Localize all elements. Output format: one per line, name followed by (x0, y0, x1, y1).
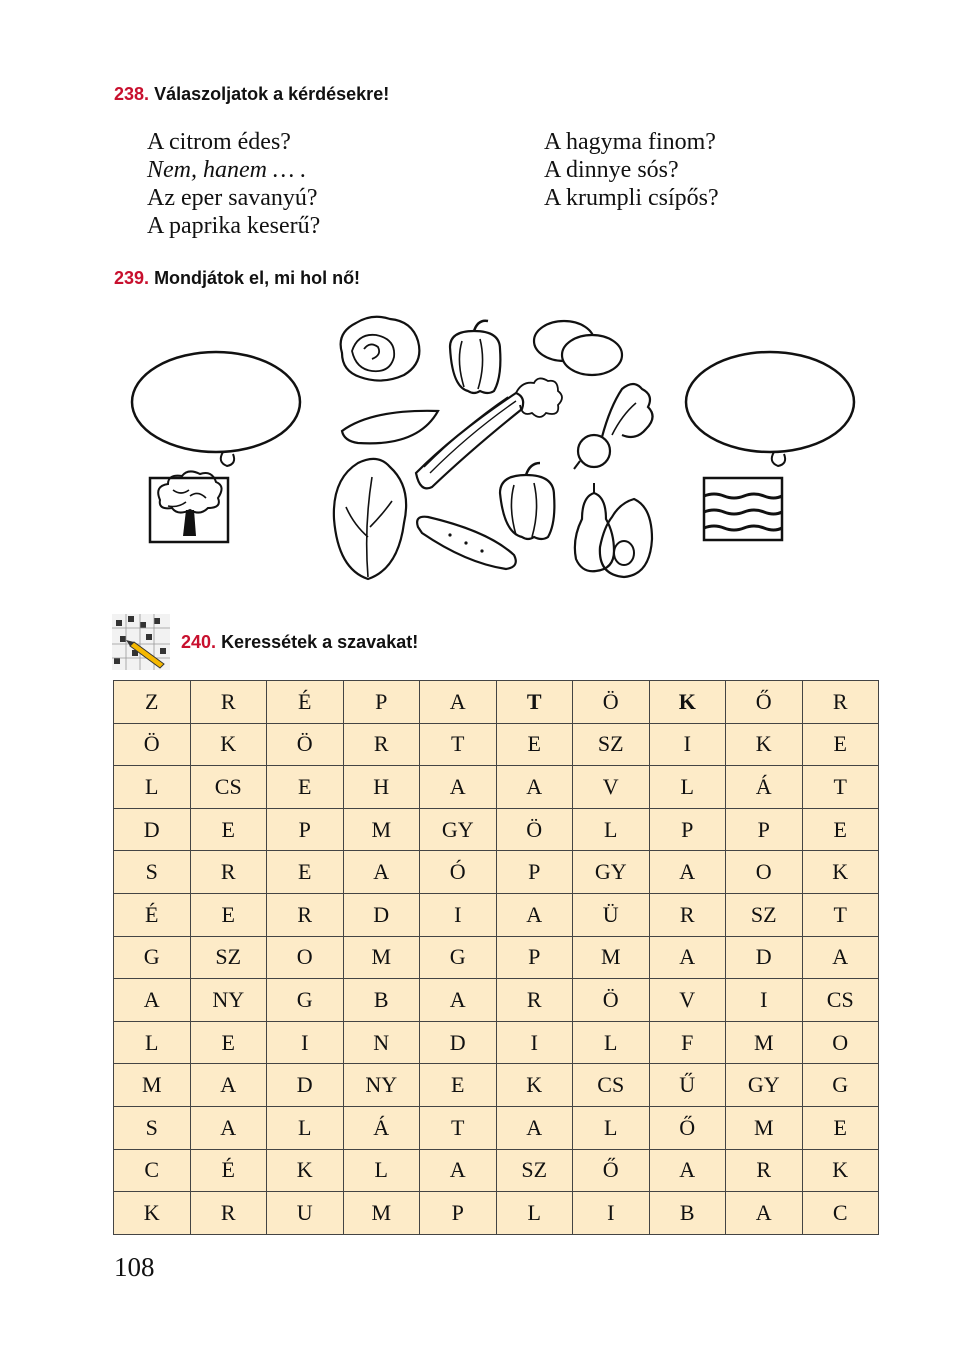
grid-cell[interactable]: P (649, 808, 726, 851)
grid-cell[interactable]: O (802, 1021, 879, 1064)
grid-cell[interactable]: R (190, 681, 267, 724)
grid-cell[interactable]: M (114, 1064, 191, 1107)
grid-row (114, 1106, 879, 1149)
grid-cell[interactable]: G (802, 1064, 879, 1107)
exercise-instruction: Válaszoljatok a kérdésekre! (154, 84, 390, 104)
grid-cell[interactable]: S (114, 1106, 191, 1149)
grid-cell[interactable]: R (190, 1192, 267, 1235)
grid-cell[interactable]: E (190, 893, 267, 936)
pepper-icon (492, 457, 564, 541)
grid-cell[interactable]: B (649, 1192, 726, 1235)
page-number: 108 (114, 1252, 155, 1282)
grid-cell[interactable]: A (496, 893, 573, 936)
grid-cell[interactable]: A (420, 979, 497, 1022)
question: Az eper savanyú? (147, 185, 318, 211)
grid-cell[interactable]: V (573, 766, 650, 809)
grid-cell[interactable]: R (496, 979, 573, 1022)
question: A citrom édes? (147, 129, 291, 155)
grid-cell[interactable]: O (267, 936, 344, 979)
questions-right-column (544, 128, 719, 212)
grid-cell[interactable]: D (420, 1021, 497, 1064)
grid-cell[interactable]: E (420, 1064, 497, 1107)
grid-cell[interactable]: P (726, 808, 803, 851)
grid-cell[interactable]: I (573, 1192, 650, 1235)
grid-cell[interactable]: E (802, 723, 879, 766)
grid-cell[interactable]: R (343, 723, 420, 766)
questions-left-column (147, 128, 320, 240)
grid-cell[interactable]: K (190, 723, 267, 766)
grid-cell[interactable]: A (649, 851, 726, 894)
grid-cell[interactable]: GY (420, 808, 497, 851)
grid-cell[interactable]: G (267, 979, 344, 1022)
potatoes-icon (530, 315, 626, 381)
grid-cell[interactable]: R (190, 851, 267, 894)
grid-cell[interactable]: K (267, 1149, 344, 1192)
grid-cell[interactable]: L (343, 1149, 420, 1192)
grid-cell[interactable]: A (190, 1106, 267, 1149)
exercise-instruction: Keressétek a szavakat! (221, 632, 419, 652)
grid-cell[interactable]: M (573, 936, 650, 979)
grid-cell[interactable]: T (802, 766, 879, 809)
grid-cell[interactable]: T (420, 723, 497, 766)
grid-cell[interactable]: H (343, 766, 420, 809)
grid-row (114, 808, 879, 851)
grid-cell[interactable]: L (649, 766, 726, 809)
grid-cell[interactable]: K (114, 1192, 191, 1235)
grid-cell[interactable]: N (343, 1021, 420, 1064)
radish-icon (572, 377, 662, 473)
question: A krumpli csípős? (544, 185, 719, 211)
grid-cell[interactable]: I (726, 979, 803, 1022)
grid-row (114, 1192, 879, 1235)
grid-cell[interactable]: S (114, 851, 191, 894)
grid-cell[interactable]: GY (573, 851, 650, 894)
grid-cell[interactable]: L (114, 1021, 191, 1064)
exercise-number: 240. (181, 632, 217, 652)
grid-cell[interactable]: E (267, 851, 344, 894)
grid-cell[interactable]: Á (343, 1106, 420, 1149)
grid-cell[interactable]: Ö (114, 723, 191, 766)
exercise-239-heading (114, 268, 360, 289)
question: A dinnye sós? (544, 157, 679, 183)
grid-cell[interactable]: G (420, 936, 497, 979)
exercise-instruction: Mondjátok el, mi hol nő! (154, 268, 361, 288)
grid-cell[interactable]: K (802, 1149, 879, 1192)
grid-row (114, 681, 879, 724)
grid-cell[interactable]: C (114, 1149, 191, 1192)
grid-cell[interactable]: B (343, 979, 420, 1022)
grid-cell[interactable]: Ű (649, 1064, 726, 1107)
grid-cell[interactable]: SZ (496, 1149, 573, 1192)
question: A paprika keserű? (147, 213, 321, 239)
word-search-grid (113, 680, 879, 1235)
grid-cell[interactable]: M (726, 1106, 803, 1149)
grid-cell[interactable]: L (496, 1192, 573, 1235)
grid-cell[interactable]: CS (802, 979, 879, 1022)
grid-row (114, 1021, 879, 1064)
grid-cell[interactable]: A (343, 851, 420, 894)
grid-cell[interactable]: Ö (573, 979, 650, 1022)
question: A hagyma finom? (544, 129, 716, 155)
grid-cell[interactable]: R (726, 1149, 803, 1192)
grid-cell[interactable]: I (267, 1021, 344, 1064)
grid-cell[interactable]: R (267, 893, 344, 936)
grid-cell[interactable]: É (114, 893, 191, 936)
grid-cell[interactable]: I (496, 1021, 573, 1064)
grid-cell[interactable]: A (190, 1064, 267, 1107)
grid-cell[interactable]: K (726, 723, 803, 766)
grid-cell[interactable]: R (649, 893, 726, 936)
grid-cell[interactable]: P (343, 681, 420, 724)
grid-cell[interactable]: L (573, 1021, 650, 1064)
grid-cell[interactable]: A (649, 1149, 726, 1192)
grid-cell[interactable]: Ö (573, 681, 650, 724)
answer-hint: Nem, hanem … . (147, 157, 307, 183)
grid-cell[interactable]: I (420, 893, 497, 936)
grid-cell[interactable]: I (649, 723, 726, 766)
grid-cell[interactable]: L (267, 1106, 344, 1149)
grid-cell[interactable]: M (343, 1192, 420, 1235)
grid-row (114, 1064, 879, 1107)
grid-cell[interactable]: T (802, 893, 879, 936)
grid-row (114, 893, 879, 936)
exercise-number: 239. (114, 268, 150, 288)
grid-cell[interactable]: A (420, 681, 497, 724)
grid-cell[interactable]: V (649, 979, 726, 1022)
grid-cell[interactable]: T (496, 681, 573, 724)
grid-cell[interactable]: E (190, 1021, 267, 1064)
grid-cell[interactable]: Ü (573, 893, 650, 936)
grid-row (114, 979, 879, 1022)
grid-cell[interactable]: P (496, 936, 573, 979)
cabbage-icon (332, 313, 426, 385)
grid-cell[interactable]: G (114, 936, 191, 979)
grid-row (114, 936, 879, 979)
avocado-icon (594, 493, 658, 583)
grid-cell[interactable]: P (496, 851, 573, 894)
grid-cell[interactable]: NY (190, 979, 267, 1022)
grid-cell[interactable]: Ö (496, 808, 573, 851)
grid-cell[interactable]: M (343, 808, 420, 851)
grid-cell[interactable]: C (802, 1192, 879, 1235)
garden-bed-sign-icon (682, 350, 862, 550)
exercise-number: 238. (114, 84, 150, 104)
grid-cell[interactable]: P (267, 808, 344, 851)
grid-row (114, 1149, 879, 1192)
grid-cell[interactable]: GY (726, 1064, 803, 1107)
grid-cell[interactable]: K (649, 681, 726, 724)
grid-cell[interactable]: E (802, 1106, 879, 1149)
grid-cell[interactable]: NY (343, 1064, 420, 1107)
grid-cell[interactable]: U (267, 1192, 344, 1235)
exercise-238-heading (114, 84, 389, 105)
vegetable-illustration (110, 305, 870, 595)
grid-cell[interactable]: P (420, 1192, 497, 1235)
grid-cell[interactable]: É (190, 1149, 267, 1192)
grid-cell[interactable]: A (496, 1106, 573, 1149)
grid-cell[interactable]: Ő (573, 1149, 650, 1192)
lettuce-icon (330, 457, 410, 585)
grid-cell[interactable]: Ö (267, 723, 344, 766)
grid-cell[interactable]: L (573, 808, 650, 851)
grid-cell[interactable]: M (726, 1021, 803, 1064)
grid-row (114, 851, 879, 894)
grid-cell[interactable]: A (802, 936, 879, 979)
grid-cell[interactable]: O (726, 851, 803, 894)
grid-cell[interactable]: SZ (726, 893, 803, 936)
grid-cell[interactable]: E (267, 766, 344, 809)
grid-cell[interactable]: A (726, 1192, 803, 1235)
crossword-pencil-icon (112, 614, 170, 670)
grid-cell[interactable]: K (802, 851, 879, 894)
grid-cell[interactable]: A (420, 1149, 497, 1192)
grid-cell[interactable]: E (496, 723, 573, 766)
grid-cell[interactable]: É (267, 681, 344, 724)
grid-row (114, 723, 879, 766)
grid-cell[interactable]: D (726, 936, 803, 979)
grid-cell[interactable]: A (496, 766, 573, 809)
grid-cell[interactable]: K (496, 1064, 573, 1107)
grid-cell[interactable]: Ő (649, 1106, 726, 1149)
exercise-240-heading (181, 632, 418, 653)
grid-row (114, 766, 879, 809)
grid-cell[interactable]: Z (114, 681, 191, 724)
grid-cell[interactable]: D (343, 893, 420, 936)
grid-cell[interactable]: L (573, 1106, 650, 1149)
grid-cell[interactable]: A (114, 979, 191, 1022)
grid-cell[interactable]: F (649, 1021, 726, 1064)
tree-sign-icon (128, 350, 308, 550)
grid-cell[interactable]: A (420, 766, 497, 809)
grid-cell[interactable]: SZ (190, 936, 267, 979)
grid-cell[interactable]: CS (190, 766, 267, 809)
grid-cell[interactable]: Ó (420, 851, 497, 894)
grid-cell[interactable]: CS (573, 1064, 650, 1107)
grid-cell[interactable]: T (420, 1106, 497, 1149)
grid-cell[interactable]: M (343, 936, 420, 979)
grid-cell[interactable]: Á (726, 766, 803, 809)
grid-cell[interactable]: Ő (726, 681, 803, 724)
grid-cell[interactable]: E (190, 808, 267, 851)
grid-cell[interactable]: SZ (573, 723, 650, 766)
grid-cell[interactable]: A (649, 936, 726, 979)
grid-cell[interactable]: E (802, 808, 879, 851)
grid-cell[interactable]: R (802, 681, 879, 724)
grid-cell[interactable]: L (114, 766, 191, 809)
grid-cell[interactable]: D (267, 1064, 344, 1107)
grid-cell[interactable]: D (114, 808, 191, 851)
